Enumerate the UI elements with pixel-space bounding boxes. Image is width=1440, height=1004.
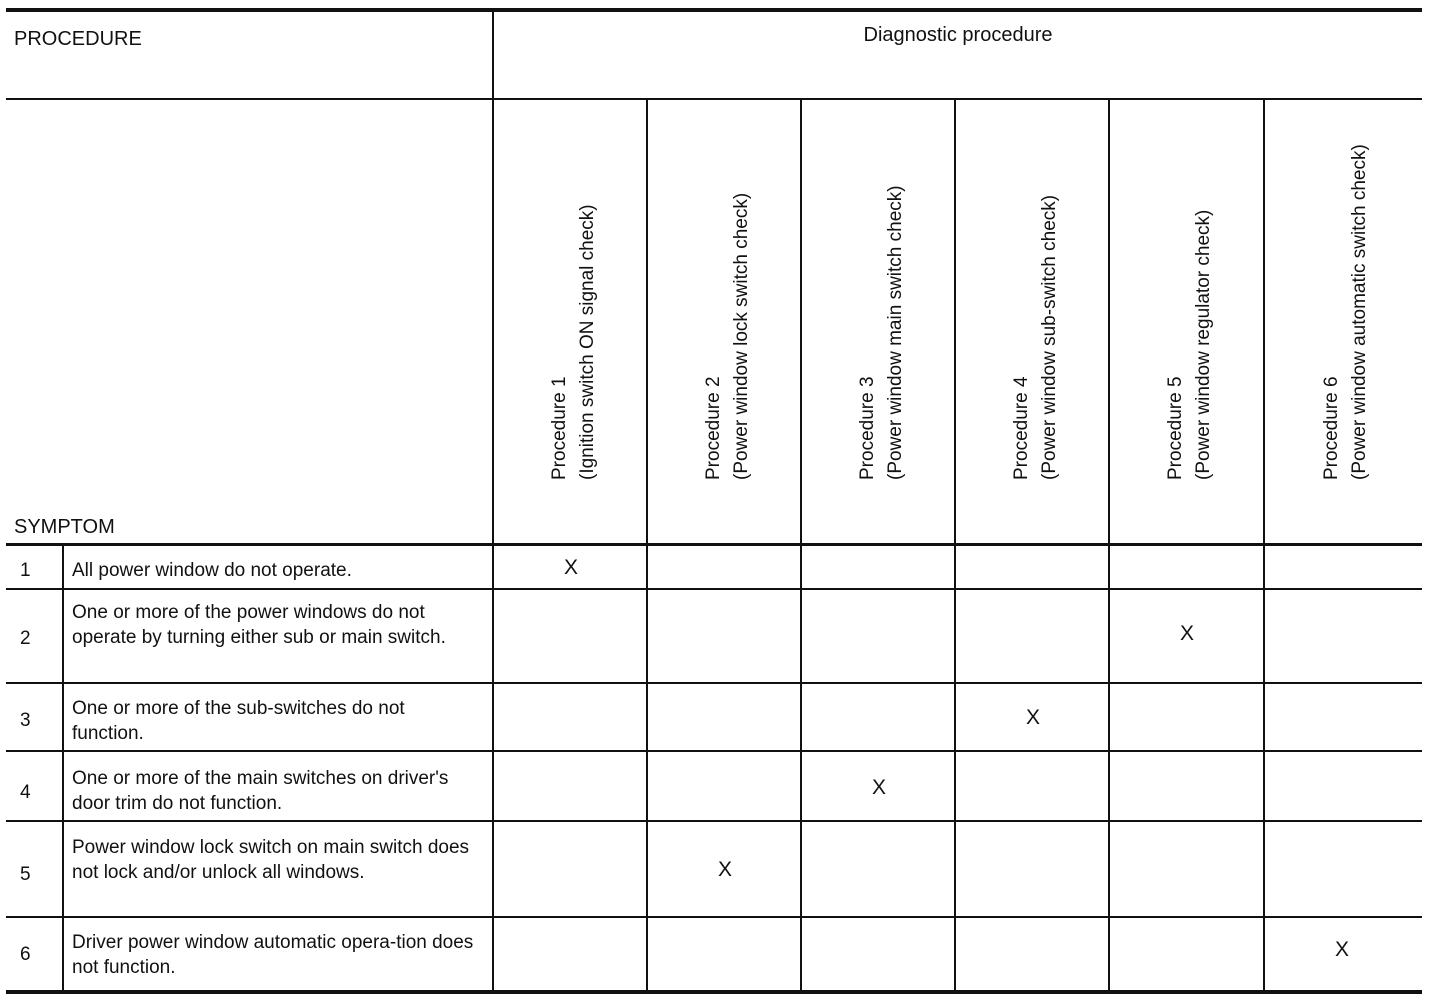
procedure-3-title: Procedure 3: [857, 376, 878, 480]
row-divider: [6, 682, 1422, 684]
row-divider: [6, 916, 1422, 918]
procedure-column-divider: [1263, 100, 1265, 992]
procedure-1-header: [546, 204, 602, 480]
row-3-symptom: One or more of the sub-switches do not function.: [72, 698, 405, 744]
row-4-mark: X: [871, 776, 886, 799]
number-column-divider: [62, 546, 64, 992]
procedure-2-subtitle: (Power window lock switch check): [731, 192, 752, 480]
procedure-5-subtitle: (Power window regulator check): [1193, 209, 1214, 480]
symptom-header: SYMPTOM: [14, 516, 115, 538]
procedure-3-subtitle: (Power window main switch check): [885, 185, 906, 480]
row-5-mark: X: [717, 858, 732, 881]
procedure-4-title: Procedure 4: [1011, 376, 1032, 480]
procedure-6-subtitle: (Power window automatic switch check): [1349, 144, 1370, 480]
row-6-mark: X: [1334, 938, 1349, 961]
procedure-2-header: [700, 193, 756, 480]
row-2-mark: X: [1179, 622, 1194, 645]
procedure-4-header: [1008, 195, 1064, 480]
row-divider: [6, 750, 1422, 752]
row-4-symptom: One or more of the main switches on driver's door trim do not function.: [72, 768, 449, 814]
row-2-number: 2: [20, 628, 31, 649]
symptom-column-divider: [492, 10, 494, 992]
diagnostic-procedure-header: Diagnostic procedure: [863, 24, 1053, 46]
procedure-5-header: [1162, 210, 1218, 480]
row-1-symptom: All power window do not operate.: [72, 560, 352, 581]
row-6-number: 6: [20, 944, 31, 965]
header-divider: [6, 98, 1422, 100]
row-1-number: 1: [20, 560, 31, 581]
row-1-mark: X: [563, 556, 578, 579]
procedure-1-title: Procedure 1: [549, 376, 570, 480]
row-divider: [6, 588, 1422, 590]
procedure-header: PROCEDURE: [14, 28, 142, 50]
row-3-mark: X: [1025, 706, 1040, 729]
procedure-5-title: Procedure 5: [1165, 376, 1186, 480]
procedure-3-header: [854, 185, 910, 480]
procedure-column-divider: [954, 100, 956, 992]
row-divider: [6, 820, 1422, 822]
row-3-number: 3: [20, 710, 31, 731]
procedure-4-subtitle: (Power window sub-switch check): [1039, 194, 1060, 480]
row-2-symptom: One or more of the power windows do not operate by turning either sub or main switch.: [72, 602, 446, 648]
header-bottom-border: [6, 543, 1422, 546]
procedure-6-header: [1318, 144, 1374, 480]
top-border: [6, 8, 1422, 12]
procedure-6-title: Procedure 6: [1321, 376, 1342, 480]
procedure-2-title: Procedure 2: [703, 376, 724, 480]
procedure-column-divider: [1108, 100, 1110, 992]
row-6-symptom: Driver power window automatic opera-tion does not function.: [72, 932, 474, 978]
bottom-border: [6, 990, 1422, 994]
row-5-number: 5: [20, 864, 31, 885]
row-4-number: 4: [20, 782, 31, 803]
procedure-1-subtitle: (Ignition switch ON signal check): [577, 204, 598, 480]
row-5-symptom: Power window lock switch on main switch does not lock and/or unlock all windows.: [72, 837, 470, 883]
